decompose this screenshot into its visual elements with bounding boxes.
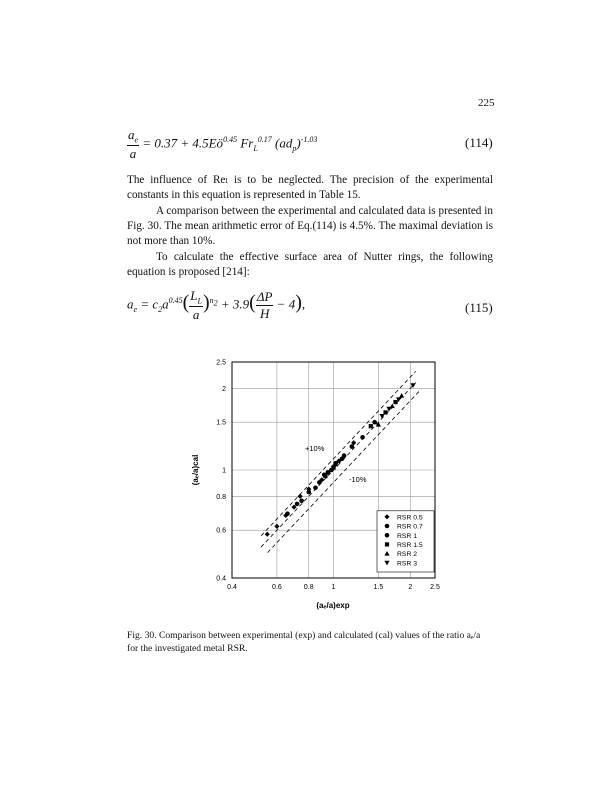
annotation-plus10: +10% bbox=[305, 444, 325, 453]
legend-marker bbox=[385, 524, 390, 529]
data-point bbox=[372, 420, 377, 425]
chart-legend bbox=[377, 511, 434, 572]
data-point bbox=[350, 444, 355, 449]
data-point bbox=[399, 393, 404, 398]
legend-marker bbox=[385, 542, 389, 546]
data-point bbox=[379, 414, 384, 419]
legend-label: RSR 0.7 bbox=[397, 523, 423, 531]
data-point bbox=[369, 424, 373, 428]
data-point bbox=[383, 410, 387, 414]
data-point bbox=[295, 502, 300, 507]
legend-marker bbox=[385, 533, 390, 538]
equation-114: $\frac{a_e}{a}$ = $0.37 + 4.5Eö^{0.45}$ $Fr_L^{0.17}$ $(ad_p)^{-1.03}$ bbox=[128, 127, 318, 161]
data-point bbox=[298, 494, 303, 499]
y-tick-label: 0.8 bbox=[216, 493, 226, 501]
x-tick-label: 2.5 bbox=[430, 584, 440, 591]
x-tick-label: 1 bbox=[331, 584, 336, 591]
data-point bbox=[340, 456, 345, 461]
eq115-fraction-2: $\frac{\Delta P}{H}$ bbox=[256, 288, 273, 321]
data-point bbox=[274, 524, 279, 529]
y-tick-label: 0.4 bbox=[216, 575, 226, 583]
y-tick-label: 1.5 bbox=[216, 419, 226, 427]
x-tick-label: 1.5 bbox=[373, 584, 384, 591]
legend-label: RSR 2 bbox=[397, 551, 418, 559]
data-point bbox=[313, 485, 318, 490]
data-point bbox=[393, 400, 397, 404]
page-number: 225 bbox=[478, 97, 495, 109]
y-tick-label: 2 bbox=[222, 385, 226, 393]
data-point bbox=[265, 532, 270, 537]
x-tick-label: 0.8 bbox=[303, 584, 314, 591]
data-point bbox=[299, 499, 304, 504]
eq114-lhs-fraction: $\frac{a_e}{a}$ bbox=[128, 127, 139, 161]
paragraph-2: A comparison between the experimental and calculated data is presented in Fig. 30. The mean arithmetic error of Eq.(114) is 4.5%. The maximal deviation is not more than 10%. bbox=[127, 205, 493, 248]
x-axis-label: (aₑ/a)exp bbox=[316, 601, 350, 610]
data-point bbox=[323, 474, 327, 478]
y-tick-label: 2.5 bbox=[216, 359, 226, 367]
data-point bbox=[360, 435, 365, 440]
equation-114-number: (114) bbox=[465, 135, 493, 150]
figure-30-chart bbox=[185, 350, 445, 620]
paragraph-3: To calculate the effective surface area of Nutter rings, the following equation is proposed [214]: bbox=[127, 251, 493, 279]
x-tick-label: 0.6 bbox=[272, 584, 282, 591]
x-tick-label: 2 bbox=[408, 584, 413, 591]
figure-30-caption: Fig. 30. Comparison between experimental (exp) and calculated (cal) values of the ratio aₑ/a for the investigated metal RSR. bbox=[127, 630, 481, 654]
legend-label: RSR 1.5 bbox=[397, 542, 423, 549]
eq115-fraction-1: $\frac{L_L}{a}$ bbox=[190, 288, 202, 322]
equation-115-number: (115) bbox=[465, 300, 493, 315]
y-tick-label: 1 bbox=[222, 467, 226, 475]
x-tick-label: 0.4 bbox=[227, 584, 237, 591]
data-point bbox=[306, 490, 311, 495]
y-tick-label: 0.6 bbox=[216, 527, 226, 535]
data-point bbox=[317, 480, 322, 485]
y-axis-label: (aₑ/a)cal bbox=[191, 454, 200, 486]
legend-label: RSR 1 bbox=[397, 532, 418, 540]
paragraph-1: The influence of Reₗ is to be neglected. The precision of the experimental constants in this equation is represented in Table 15. bbox=[127, 174, 493, 202]
data-point bbox=[285, 511, 290, 516]
legend-label: RSR 0.5 bbox=[397, 514, 423, 522]
legend-label: RSR 3 bbox=[397, 560, 418, 568]
equation-115: $a_e = c_2a^{0.45}$( $\frac{L_L}{a}$ )$^{n_2}$ + 3.9( $\frac{\Delta P}{H}$ − 4), bbox=[127, 288, 306, 322]
annotation-minus10: -10% bbox=[349, 475, 367, 484]
